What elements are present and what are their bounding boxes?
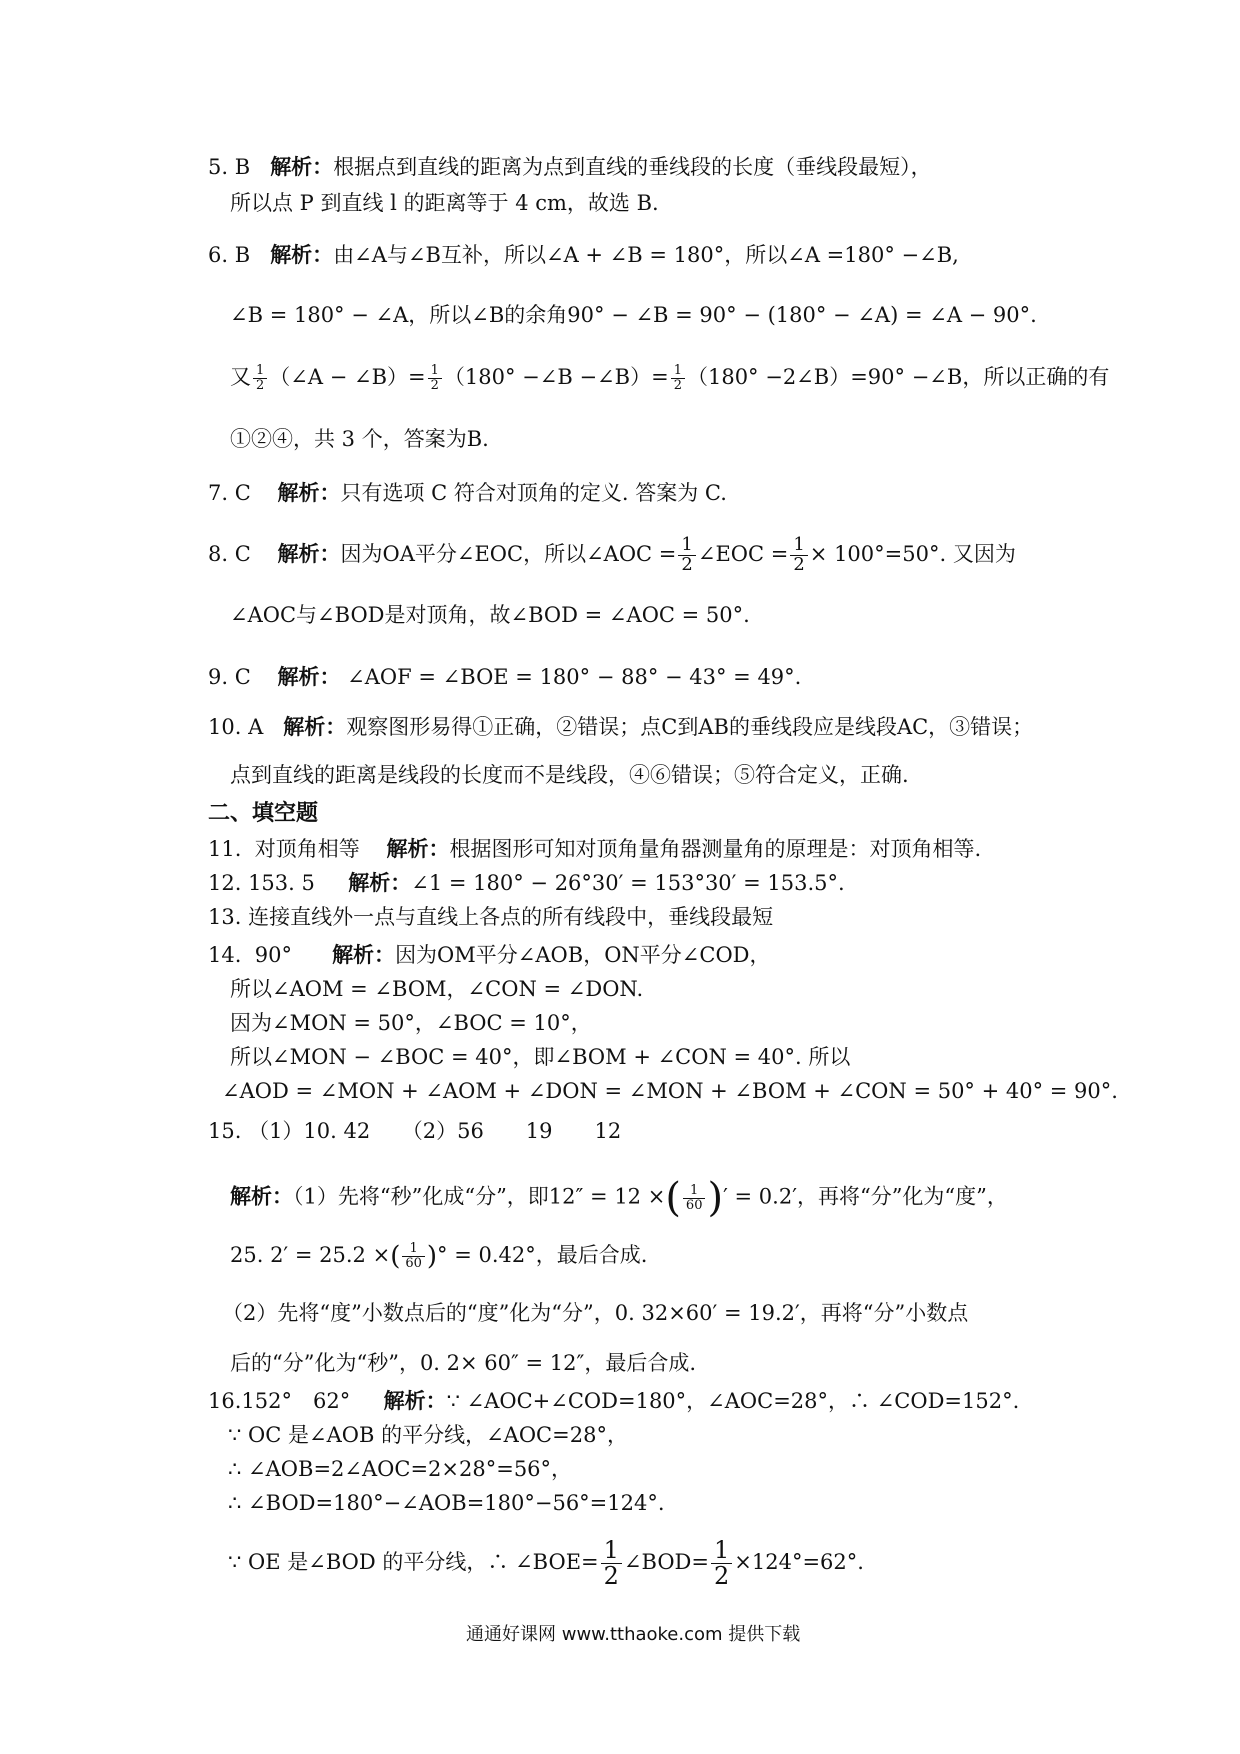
q6-line1: [208, 240, 959, 270]
q6-line3-pre: 又: [230, 365, 251, 389]
q15-line2: [230, 1240, 647, 1272]
q16-line4: ∴ ∠BOD=180°−∠AOB=180°−56°=124°.: [228, 1491, 665, 1515]
left-paren: (: [390, 1241, 401, 1272]
fraction: $\frac{1}{2}$: [253, 364, 267, 392]
q5-line2: 所以点 P 到直线 l 的距离等于 4 cm，故选 B.: [230, 191, 659, 215]
q14-line3: 因为∠MON = 50°，∠BOC = 10°，: [230, 1011, 592, 1035]
q10-line2: 点到直线的距离是线段的长度而不是线段，④⑥错误；⑤符合定义，正确.: [230, 763, 909, 787]
q14-line2: 所以∠AOM = ∠BOM，∠CON = ∠DON.: [230, 977, 644, 1001]
q12-label: 解析：: [348, 870, 412, 895]
q16-text-b: ∠BOD=: [623, 1550, 709, 1575]
q15-text-b: ′ = 0.2′，再将“分”化为“度”，: [723, 1184, 1008, 1209]
q6-line4: ①②④，共 3 个，答案为B.: [230, 427, 489, 451]
q5-text: 根据点到直线的距离为点到直线的垂线段的长度（垂线段最短），: [333, 155, 932, 179]
q14-line5: ∠AOD = ∠MON + ∠AOM + ∠DON = ∠MON + ∠BOM + ∠CON = 50° + 40° = 90°.: [222, 1079, 1118, 1103]
q8-text-a: 因为OA平分∠EOC，所以∠AOC =: [340, 541, 677, 566]
q15-label: 解析：: [230, 1183, 293, 1209]
q8-line1: [208, 536, 1016, 575]
q10-number: 10. A: [208, 715, 264, 739]
q11-label: 解析：: [386, 836, 450, 861]
q11-line: [208, 834, 981, 864]
q8-number: 8. C: [208, 541, 251, 566]
q6-number: 6. B: [208, 243, 251, 267]
q8-line2: ∠AOC与∠BOD是对顶角，故∠BOD = ∠AOC = 50°.: [230, 603, 750, 627]
q14-label: 解析：: [332, 942, 396, 967]
q12-text: ∠1 = 180° − 26°30′ = 153°30′ = 153.5°.: [411, 871, 845, 895]
fraction: $\frac{1}{2}$: [601, 1538, 622, 1589]
q14-text: 因为OM平分∠AOB，ON平分∠COD，: [395, 943, 771, 967]
q8-label: 解析：: [277, 540, 341, 566]
q16-line3: ∴ ∠AOB=2∠AOC=2×28°=56°，: [228, 1457, 573, 1481]
q7-line: [208, 478, 727, 508]
q16-text-c: ×124°=62°.: [734, 1550, 864, 1575]
q10-text: 观察图形易得①正确，②错误；点C到AB的垂线段应是线段AC，③错误；: [346, 715, 1034, 739]
section-heading: 二、填空题: [208, 800, 319, 826]
q10-line1: [208, 712, 1033, 742]
q13-line: 13. 连接直线外一点与直线上各点的所有线段中，垂线段最短: [208, 905, 774, 929]
q12-line: [208, 868, 845, 898]
q9-text: ∠AOF = ∠BOE = 180° − 88° − 43° = 49°.: [347, 665, 802, 689]
q6-label: 解析：: [270, 242, 334, 267]
fraction: $\frac{1}{2}$: [790, 536, 807, 575]
q15-head: 15. （1）10. 42 （2）56 19 12: [208, 1119, 622, 1143]
q15-line1: [230, 1175, 1008, 1221]
q14-line1: [208, 940, 771, 970]
q14-line4: 所以∠MON − ∠BOC = 40°，即∠BOM + ∠CON = 40°. 所以: [230, 1045, 851, 1069]
q9-label: 解析：: [277, 664, 341, 689]
q9-line: [208, 662, 801, 692]
q8-text-b: ∠EOC =: [697, 541, 789, 566]
q9-number: 9. C: [208, 665, 251, 689]
fraction: $\frac{1}{2}$: [711, 1538, 732, 1589]
q6-line3: [230, 362, 1109, 393]
q14-number: 14.: [208, 943, 242, 967]
q15-line3: （2）先将“度”小数点后的“度”化为“分”，0. 32×60′ = 19.2′，再将“分”小数点: [222, 1301, 969, 1325]
q16-text-a: ∵ OE 是∠BOD 的平分线，∴ ∠BOE=: [228, 1550, 599, 1575]
q7-text: 只有选项 C 符合对顶角的定义. 答案为 C.: [340, 481, 727, 505]
left-paren: (: [665, 1175, 681, 1221]
q15-text-a: （1）先将“秒”化成“分”，即12″ = 12 ×: [293, 1184, 666, 1209]
q6-line3-c: （180° −2∠B）=90° −∠B，所以正确的有: [686, 365, 1110, 389]
q16-text: ∵ ∠AOC+∠COD=180°，∠AOC=28°，∴ ∠COD=152°.: [446, 1389, 1020, 1413]
q15-text-d: ° = 0.42°，最后合成.: [437, 1243, 648, 1267]
q11-number: 11.: [208, 837, 242, 861]
q5-line1: [208, 152, 932, 182]
q6-line3-b: （180° −∠B −∠B）=: [443, 365, 669, 389]
q16-label: 解析：: [383, 1388, 447, 1413]
q8-text-c: × 100°=50°. 又因为: [809, 541, 1016, 566]
q5-label: 解析：: [270, 154, 334, 179]
q7-number: 7. C: [208, 481, 251, 505]
q16-line1: [208, 1386, 1019, 1416]
q12-number: 12. 153. 5: [208, 871, 315, 895]
right-paren: ): [707, 1175, 724, 1221]
fraction: $\frac{1}{60}$: [683, 1184, 706, 1212]
q14-answer: 90°: [254, 943, 292, 967]
page-footer: 通通好课网 www.tthaoke.com 提供下载: [466, 1624, 801, 1645]
q6-line3-a: （∠A − ∠B）=: [269, 365, 426, 389]
q7-label: 解析：: [277, 480, 341, 505]
q5-number: 5. B: [208, 155, 251, 179]
q6-text: 由∠A与∠B互补，所以∠A + ∠B = 180°，所以∠A =180° −∠B,: [333, 243, 959, 267]
q15-text-c: 25. 2′ = 25.2 ×: [230, 1243, 391, 1267]
q11-text: 根据图形可知对顶角量角器测量角的原理是：对顶角相等.: [449, 837, 982, 861]
q6-line2: ∠B = 180° − ∠A，所以∠B的余角90° − ∠B = 90° − (180° − ∠A) = ∠A − 90°.: [230, 303, 1037, 327]
q10-label: 解析：: [283, 714, 347, 739]
fraction: $\frac{1}{2}$: [671, 364, 685, 392]
fraction: $\frac{1}{2}$: [678, 536, 695, 575]
right-paren: ): [426, 1241, 438, 1272]
q16-line2: ∵ OC 是∠AOB 的平分线，∠AOC=28°，: [228, 1423, 628, 1447]
fraction: $\frac{1}{2}$: [428, 364, 442, 392]
q15-line4: 后的“分”化为“秒”，0. 2× 60″ = 12″，最后合成.: [230, 1351, 697, 1375]
q11-answer: 对顶角相等: [254, 837, 360, 861]
q16-number: 16.152° 62°: [208, 1389, 351, 1413]
fraction: $\frac{1}{60}$: [402, 1242, 425, 1270]
q16-line5: [228, 1538, 864, 1589]
